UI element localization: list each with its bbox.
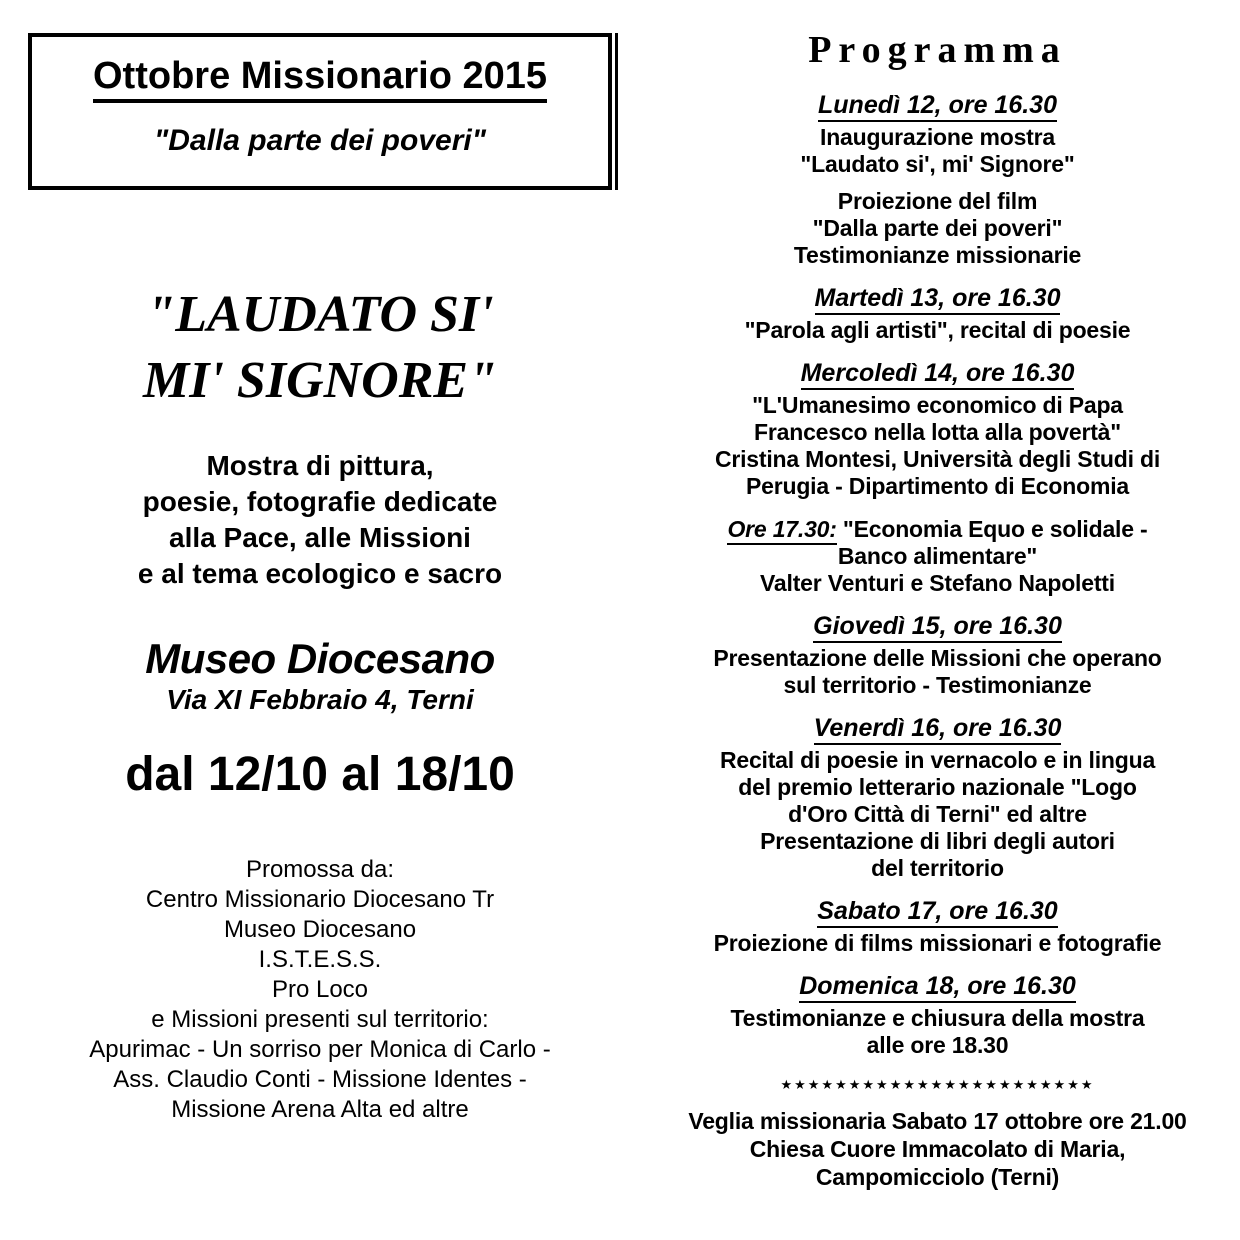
text-line: e Missioni presenti sul territorio:	[151, 1006, 489, 1033]
event-inline-header: Ore 17.30:	[727, 516, 836, 545]
text-line: Pro Loco	[271, 976, 369, 1003]
text-line: I.S.T.E.S.S.	[258, 946, 382, 973]
text-line: Veglia missionaria Sabato 17 ottobre ore 21.00	[688, 1108, 1187, 1134]
event-header-text: Giovedì 15, ore 16.30	[813, 612, 1062, 643]
event-block	[655, 516, 1220, 597]
text-line: Centro Missionario Diocesano Tr	[145, 886, 495, 913]
event-inline-header-line	[655, 516, 1220, 543]
event-title	[32, 53, 608, 99]
text-line: poesie, fotografie dedicate	[142, 486, 498, 517]
text-line: Valter Venturi e Stefano Napoletti	[760, 570, 1115, 596]
event-header-text: Mercoledì 14, ore 16.30	[801, 359, 1075, 390]
text-line: e al tema ecologico e sacro	[137, 558, 503, 589]
text-line: Chiesa Cuore Immacolato di Maria,	[749, 1136, 1126, 1162]
text-line: alla Pace, alle Missioni	[169, 522, 471, 553]
text-line: del premio letterario nazionale "Logo	[738, 774, 1137, 800]
exhibition-title-line1: "LAUDATO SI'	[146, 286, 494, 343]
event-header	[655, 92, 1220, 119]
event-paragraph	[655, 188, 1220, 269]
exhibition-title-line2: MI' SIGNORE"	[143, 352, 497, 409]
text-line: alle ore 18.30	[866, 1032, 1009, 1058]
text-line: Testimonianze e chiusura della mostra	[730, 1005, 1145, 1031]
exhibition-description	[28, 448, 612, 592]
venue	[28, 635, 612, 717]
text-line: "Laudato si', mi' Signore"	[800, 151, 1075, 177]
text-line: Proiezione di films missionari e fotografie	[713, 930, 1162, 956]
event-header	[655, 613, 1220, 640]
event-block	[655, 613, 1220, 699]
event-title-text: Ottobre Missionario 2015	[93, 55, 547, 103]
venue-address: Via XI Febbraio 4, Terni	[166, 684, 474, 715]
event-header-text: Sabato 17, ore 16.30	[817, 897, 1057, 928]
exhibition-title	[28, 282, 612, 414]
text-line: "L'Umanesimo economico di Papa	[752, 392, 1123, 418]
program-heading: Programma	[808, 29, 1067, 71]
event-paragraph	[655, 645, 1220, 699]
event-header	[655, 973, 1220, 1000]
event-block	[655, 715, 1220, 882]
date-range: dal 12/10 al 18/10	[125, 748, 515, 801]
text-line: d'Oro Città di Terni" ed altre	[788, 801, 1087, 827]
event-header-text: Venerdì 16, ore 16.30	[814, 714, 1062, 745]
event-paragraph	[655, 1005, 1220, 1059]
venue-name: Museo Diocesano	[145, 635, 495, 682]
event-header	[655, 360, 1220, 387]
event-paragraph	[655, 747, 1220, 882]
text-line: Presentazione delle Missioni che operano	[713, 645, 1162, 671]
text-line: Promossa da:	[245, 856, 395, 883]
event-paragraph	[655, 392, 1220, 500]
event-inline-rest: "Economia Equo e solidale -	[836, 516, 1148, 542]
text-line: Recital di poesie in vernacolo e in lingua	[719, 747, 1156, 773]
events-list	[655, 92, 1220, 1059]
text-line: Proiezione del film	[837, 188, 1038, 214]
vigil-note	[655, 1107, 1220, 1191]
text-line: Missione Arena Alta ed altre	[171, 1096, 469, 1123]
event-block	[655, 285, 1220, 344]
text-line: Testimonianze missionarie	[793, 242, 1082, 268]
text-line: "Parola agli artisti", recital di poesie	[744, 317, 1131, 343]
text-line: Presentazione di libri degli autori	[760, 828, 1115, 854]
event-header-text: Lunedì 12, ore 16.30	[818, 91, 1057, 122]
event-paragraph	[655, 317, 1220, 344]
text-line: del territorio	[871, 855, 1004, 881]
promoters-list	[28, 855, 612, 1125]
text-line: Cristina Montesi, Università degli Studi di	[714, 446, 1161, 472]
text-line: Banco alimentare"	[837, 543, 1038, 569]
program-column	[655, 28, 1220, 1191]
title-box	[28, 33, 612, 190]
event-paragraph	[655, 543, 1220, 597]
event-block	[655, 360, 1220, 500]
event-block	[655, 92, 1220, 269]
event-block	[655, 973, 1220, 1059]
event-header-text: Domenica 18, ore 16.30	[799, 972, 1076, 1003]
event-header	[655, 285, 1220, 312]
event-block	[655, 898, 1220, 957]
text-line: "Dalla parte dei poveri"	[812, 215, 1063, 241]
text-line: Campomicciolo (Terni)	[815, 1164, 1060, 1190]
event-header-text: Martedì 13, ore 16.30	[815, 284, 1061, 315]
event-header	[655, 715, 1220, 742]
text-line: Apurimac - Un sorriso per Monica di Carlo -	[89, 1036, 551, 1063]
event-header	[655, 898, 1220, 925]
text-line: Inaugurazione mostra	[820, 124, 1055, 150]
text-line: Francesco nella lotta alla povertà"	[754, 419, 1121, 445]
stars-separator: ★★★★★★★★★★★★★★★★★★★★★★★	[780, 1077, 1095, 1092]
text-line: Mostra di pittura,	[206, 450, 434, 481]
text-line: sul territorio - Testimonianze	[783, 672, 1092, 698]
text-line: Perugia - Dipartimento di Economia	[746, 473, 1129, 499]
event-paragraph	[655, 930, 1220, 957]
event-paragraph	[655, 124, 1220, 178]
text-line: Ass. Claudio Conti - Missione Identes -	[113, 1066, 527, 1093]
event-subtitle: "Dalla parte dei poveri"	[154, 124, 486, 157]
text-line: Museo Diocesano	[223, 916, 417, 943]
